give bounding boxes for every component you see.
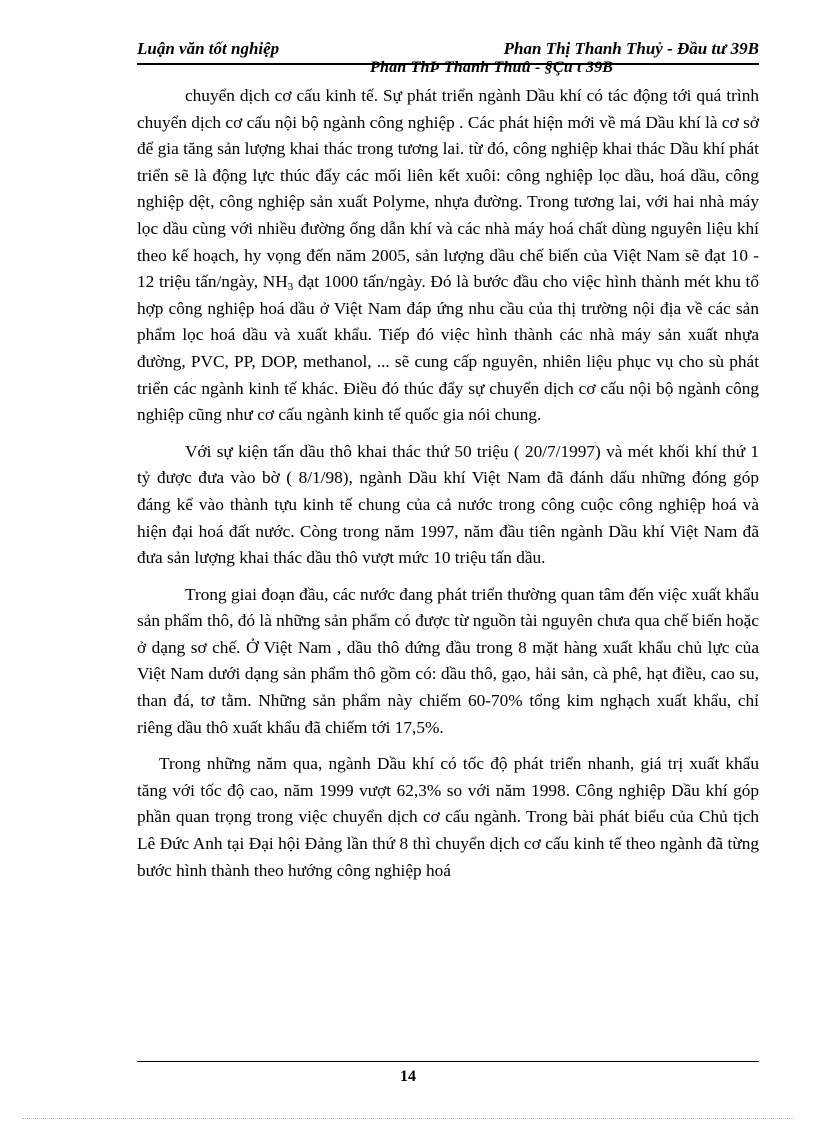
body-text [137, 83, 759, 884]
paragraph-1-part-a: chuyển dịch cơ cấu kinh tế. Sự phát triển ngành Dầu khí có tác động tới quá trình chuyển dịch cơ cấu nội bộ ngành công nghiệp . Các phát hiện mới về má Dầu khí là cơ sở để gia tăng sản lượng khai thác trong tương lai. từ đó, công nghiệp khai thác Dầu khí phát triển sẽ là động lực thúc đẩy các mối liên kết xuôi: công nghiệp lọc dầu, hoá dầu, công nghiệp dệt, công nghiệp sản xuất Polyme, nhựa đường. Trong tương lai, với hai nhà máy lọc dầu cùng với nhiều đường ống dẫn khí và các nhà máy hoá chất dùng nguyên liệu khí theo kế hoạch, hy vọng đến năm 2005, sản lượng dầu chế biến của Việt Nam sẽ đạt 10 - 12 triệu tấn/ngày, NH [137, 86, 759, 292]
footer-divider [137, 1061, 759, 1062]
paragraph-3: Trong giai đoạn đầu, các nước đang phát triển thường quan tâm đến việc xuất khẩu sản phẩm thô, đó là những sản phẩm có được từ nguồn tài nguyên chưa qua chế biến hoặc ở dạng sơ chế. Ở Việt Nam , dầu thô đứng đầu trong 8 mặt hàng xuất khẩu chủ lực của Việt Nam dưới dạng sản phẩm thô gồm có: dầu thô, gạo, hải sản, cà phê, hạt điều, cao su, than đá, tơ tằm. Những sản phẩm này chiếm 60-70% tổng kim nghạch xuất khẩu, chỉ riêng dầu thô xuất khẩu đã chiếm tới 17,5%. [137, 584, 760, 737]
paragraph-4: Trong những năm qua, ngành Dầu khí có tốc độ phát triển nhanh, giá trị xuất khẩu tăng với tốc độ cao, năm 1999 vượt 62,3% so với năm 1998. Công nghiệp Dầu khí góp phần quan trọng trong việc chuyển dịch cơ cấu ngành. Trong bài phát biểu của Chủ tịch Lê Đức Anh tại Đại hội Đảng lần thứ 8 thì chuyển dịch cơ cấu kinh tế theo ngành đã từng bước hình thành theo hướng công nghiệp hoá [137, 754, 759, 880]
header-thesis-title: Luận văn tốt nghiệp [137, 39, 280, 58]
header-author-garbled: Phan ThÞ Thanh Thuû - §Çu t 39B [370, 59, 614, 76]
paragraph-2: Với sự kiện tấn dầu thô khai thác thứ 50 triệu ( 20/7/1997) và mét khối khí thứ 1 tỷ được đưa vào bờ ( 8/1/98), ngành Dầu khí Việt Nam đã đánh dấu những đóng góp đáng kể vào thành tựu kinh tế chung của cả nước trong công cuộc công nghiệp hoá và hiện đại hoá đất nước. Còng trong năm 1997, năm đầu tiên ngành Dầu khí Việt Nam đã đưa sản lượng khai thác dầu thô vượt mức 10 triệu tấn dầu. [137, 441, 759, 568]
paragraph-1 [137, 83, 759, 429]
paragraph-1-part-b: đạt 1000 tấn/ngày. Đó là bước đầu cho việc hình thành mét khu tổ hợp công nghiệp hoá dầu ở Việt Nam đáp ứng nhu cầu của thị trường nội địa về các sản phẩm lọc hoá dầu và xuất khẩu. Tiếp đó việc hình thành các nhà máy sản xuất nhựa đường, PVC, PP, DOP, methanol, ... sẽ cung cấp nguyên, nhiên liệu phục vụ cho sù phát triển các ngành kinh tế khác. Điều đó thúc đẩy sự chuyển dịch cơ cấu nội bộ ngành công nghiệp cũng như cơ cấu ngành kinh tế quốc gia nói chung. [137, 272, 759, 425]
subscript-3: 3 [287, 281, 294, 294]
header-author: Phan Thị Thanh Thuỷ - Đầu tư 39B [503, 39, 759, 58]
page-bottom-dotted-border [22, 1118, 794, 1119]
page-number: 14 [400, 1068, 416, 1085]
